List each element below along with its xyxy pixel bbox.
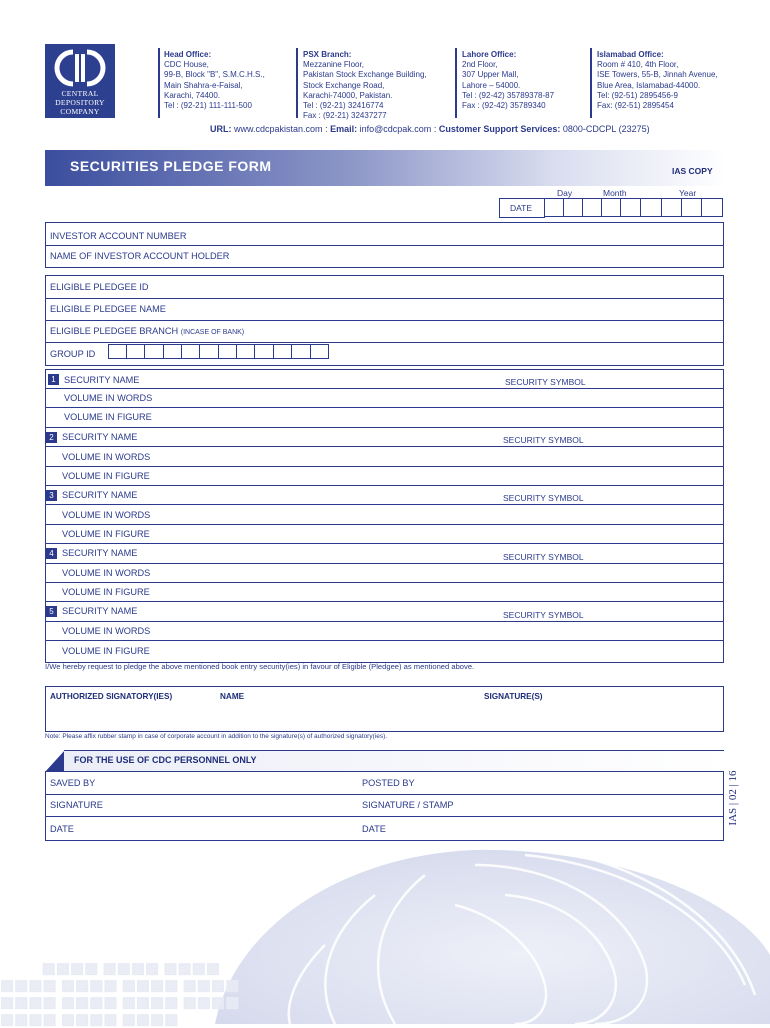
declaration-text: I/We hereby request to pledge the above mentioned book entry security(ies) in favour of Eligible (Pledgee) as mentioned above. (45, 662, 475, 671)
form-code-container (724, 766, 746, 836)
logo-line-2: DEPOSITORY (55, 98, 105, 107)
row-divider (45, 563, 724, 564)
security-number: 2 (46, 432, 57, 443)
date-label-box (499, 198, 545, 218)
volume-in-figure-label: VOLUME IN FIGURE (62, 587, 150, 597)
pledgee-branch-label (50, 326, 244, 336)
row-divider (45, 298, 724, 299)
address-line: Lahore – 54000. (462, 80, 521, 90)
cdc-signature-label: SIGNATURE (50, 800, 103, 810)
row-divider (45, 621, 724, 622)
security-name-label: SECURITY NAME (62, 490, 138, 500)
row-divider (45, 794, 724, 795)
security-symbol-label: SECURITY SYMBOL (503, 610, 584, 620)
security-name-label: SECURITY NAME (62, 432, 138, 442)
volume-in-words-label: VOLUME IN WORDS (62, 510, 151, 520)
row-divider (45, 342, 724, 343)
date-year-label: Year (679, 188, 697, 198)
email-label: Email: (330, 124, 358, 134)
investor-account-number-input[interactable] (200, 228, 715, 242)
website-link[interactable]: www.cdcpakistan.com (234, 124, 323, 134)
volume-in-figure-label: VOLUME IN FIGURE (64, 412, 152, 422)
volume-in-words-label: VOLUME IN WORDS (62, 626, 151, 636)
investor-account-holder-label: NAME OF INVESTOR ACCOUNT HOLDER (50, 251, 230, 261)
contact-line (210, 124, 650, 134)
address-line: ISE Towers, 55-B, Jinnah Avenue, (597, 70, 718, 80)
row-divider (45, 245, 724, 246)
address-line: Mezzanine Floor, (303, 60, 364, 70)
head-office-title: Head Office: (164, 50, 212, 59)
security-symbol-label: SECURITY SYMBOL (503, 552, 584, 562)
divider (296, 48, 298, 118)
signatory-input[interactable] (50, 706, 715, 726)
logo-wordmark (45, 89, 115, 116)
group-id-input[interactable] (108, 344, 330, 360)
row-divider (45, 446, 724, 447)
saved-by-label: SAVED BY (50, 778, 96, 788)
cdc-logo-mark (53, 48, 107, 88)
copy-label: IAS COPY (672, 166, 713, 176)
pledgee-id-input[interactable] (160, 280, 715, 294)
address-line: Tel: (92-51) 2895456-9 (597, 90, 678, 100)
psx-branch-address (303, 50, 427, 121)
volume-in-figure-label: VOLUME IN FIGURE (62, 529, 150, 539)
nautilus-watermark (175, 835, 770, 1024)
date-cells[interactable] (544, 198, 724, 218)
investor-account-number-label: INVESTOR ACCOUNT NUMBER (50, 231, 187, 241)
signature-stamp-label: SIGNATURE / STAMP (362, 800, 454, 810)
security-name-label: SECURITY NAME (64, 375, 140, 385)
volume-in-words-label: VOLUME IN WORDS (62, 452, 151, 462)
row-divider (45, 504, 724, 505)
volume-in-words-label: VOLUME IN WORDS (62, 568, 151, 578)
investor-account-holder-input[interactable] (245, 249, 715, 263)
security-symbol-label: SECURITY SYMBOL (505, 377, 586, 387)
authorized-signatory-label: AUTHORIZED SIGNATORY(IES) (50, 692, 173, 701)
row-divider (45, 407, 724, 408)
email-link[interactable]: info@cdcpak.com (359, 124, 432, 134)
address-line: Karachi, 74400. (164, 90, 221, 100)
divider (158, 48, 160, 118)
stamp-note: Note: Please affix rubber stamp in case of corporate account in addition to the signature(s) of authorized signatory(ies). (45, 733, 388, 740)
security-symbol-label: SECURITY SYMBOL (503, 435, 584, 445)
islamabad-office-address (597, 50, 718, 111)
row-divider (45, 816, 724, 817)
psx-branch-title: PSX Branch: (303, 50, 352, 59)
address-line: CDC House, (164, 60, 209, 70)
security-number: 1 (48, 374, 59, 385)
volume-in-words-label: VOLUME IN WORDS (64, 393, 153, 403)
address-line: Tel : (92-42) 35789378-87 (462, 90, 555, 100)
date-month-label: Month (603, 188, 627, 198)
pledgee-name-label: ELIGIBLE PLEDGEE NAME (50, 304, 166, 314)
support-label: Customer Support Services: (438, 124, 561, 134)
separator: : (433, 124, 437, 134)
row-divider (45, 427, 724, 428)
address-line: Pakistan Stock Exchange Building, (303, 70, 427, 80)
row-divider (45, 485, 724, 486)
address-line: Fax : (92-42) 35789340 (462, 101, 546, 111)
section-corner-mark (45, 750, 65, 772)
date-input[interactable] (544, 198, 724, 218)
watermark-pattern: ▩▩▩▩ ▩▩▩▩ ▩▩▩▩ ▩▩▩▩ ▩▩▩▩ ▩▩▩▩ ▩▩▩▩ ▩▩▩▩ ▩▩▩▩ ▩▩▩▩ ▩▩▩▩ ▩▩▩▩ ▩▩▩▩ ▩▩▩▩ (0, 960, 240, 1028)
row-divider (45, 582, 724, 583)
address-line: Karachi-74000, Pakistan. (303, 90, 393, 100)
posted-by-label: POSTED BY (362, 778, 415, 788)
address-line: Tel : (92-21) 111-111-500 (164, 101, 252, 111)
row-divider (45, 320, 724, 321)
divider (590, 48, 592, 118)
lahore-office-address (462, 50, 554, 111)
address-line: Fax : (92-21) 32437277 (303, 111, 387, 121)
row-divider (45, 524, 724, 525)
pledgee-branch-input[interactable] (280, 324, 715, 338)
group-id-cells[interactable] (108, 344, 330, 360)
row-divider (45, 543, 724, 544)
address-line: Blue Area, Islamabad-44000. (597, 80, 701, 90)
form-code: IAS | 02 | 16 (727, 770, 739, 826)
cdc-date-label-right: DATE (362, 824, 386, 834)
security-number: 5 (46, 606, 57, 617)
support-number: 0800-CDCPL (23275) (562, 124, 650, 134)
address-line: Fax: (92-51) 2895454 (597, 101, 674, 111)
islamabad-office-title: Islamabad Office: (597, 50, 664, 59)
row-divider (45, 640, 724, 641)
row-divider (45, 601, 724, 602)
security-name-label: SECURITY NAME (62, 548, 138, 558)
url-label: URL: (210, 124, 232, 134)
date-label: DATE (510, 203, 533, 213)
address-line: Stock Exchange Road, (303, 80, 385, 90)
cdc-section-title: FOR THE USE OF CDC PERSONNEL ONLY (74, 755, 257, 765)
cdc-logo (45, 44, 115, 118)
divider (455, 48, 457, 118)
volume-in-figure-label: VOLUME IN FIGURE (62, 471, 150, 481)
volume-in-figure-label: VOLUME IN FIGURE (62, 646, 150, 656)
address-line: Main Shahra-e-Faisal, (164, 80, 243, 90)
logo-line-1: CENTRAL (61, 89, 99, 98)
signature-label: SIGNATURE(S) (484, 692, 543, 701)
pledgee-name-input[interactable] (175, 302, 715, 316)
head-office-address (164, 50, 265, 111)
logo-line-3: COMPANY (60, 107, 100, 116)
address-line: 99-B, Block "B", S.M.C.H.S., (164, 70, 265, 80)
address-line: Room # 410, 4th Floor, (597, 60, 679, 70)
address-line: 2nd Floor, (462, 60, 498, 70)
row-divider (45, 466, 724, 467)
security-name-label: SECURITY NAME (62, 606, 138, 616)
address-line: 307 Upper Mall, (462, 70, 519, 80)
security-symbol-label: SECURITY SYMBOL (503, 493, 584, 503)
security-number: 3 (46, 490, 57, 501)
pledgee-id-label: ELIGIBLE PLEDGEE ID (50, 282, 149, 292)
row-divider (45, 388, 724, 389)
cdc-date-label-left: DATE (50, 824, 74, 834)
name-label: NAME (220, 692, 245, 701)
address-line: Tel : (92-21) 32416774 (303, 101, 384, 111)
pledgee-branch-note: (INCASE OF BANK) (180, 329, 245, 336)
group-id-label: GROUP ID (50, 349, 96, 359)
security-number: 4 (46, 548, 57, 559)
form-title: SECURITIES PLEDGE FORM (70, 158, 272, 174)
lahore-office-title: Lahore Office: (462, 50, 517, 59)
separator: : (325, 124, 328, 134)
date-day-label: Day (557, 188, 573, 198)
pledgee-branch-text: ELIGIBLE PLEDGEE BRANCH (50, 326, 179, 336)
